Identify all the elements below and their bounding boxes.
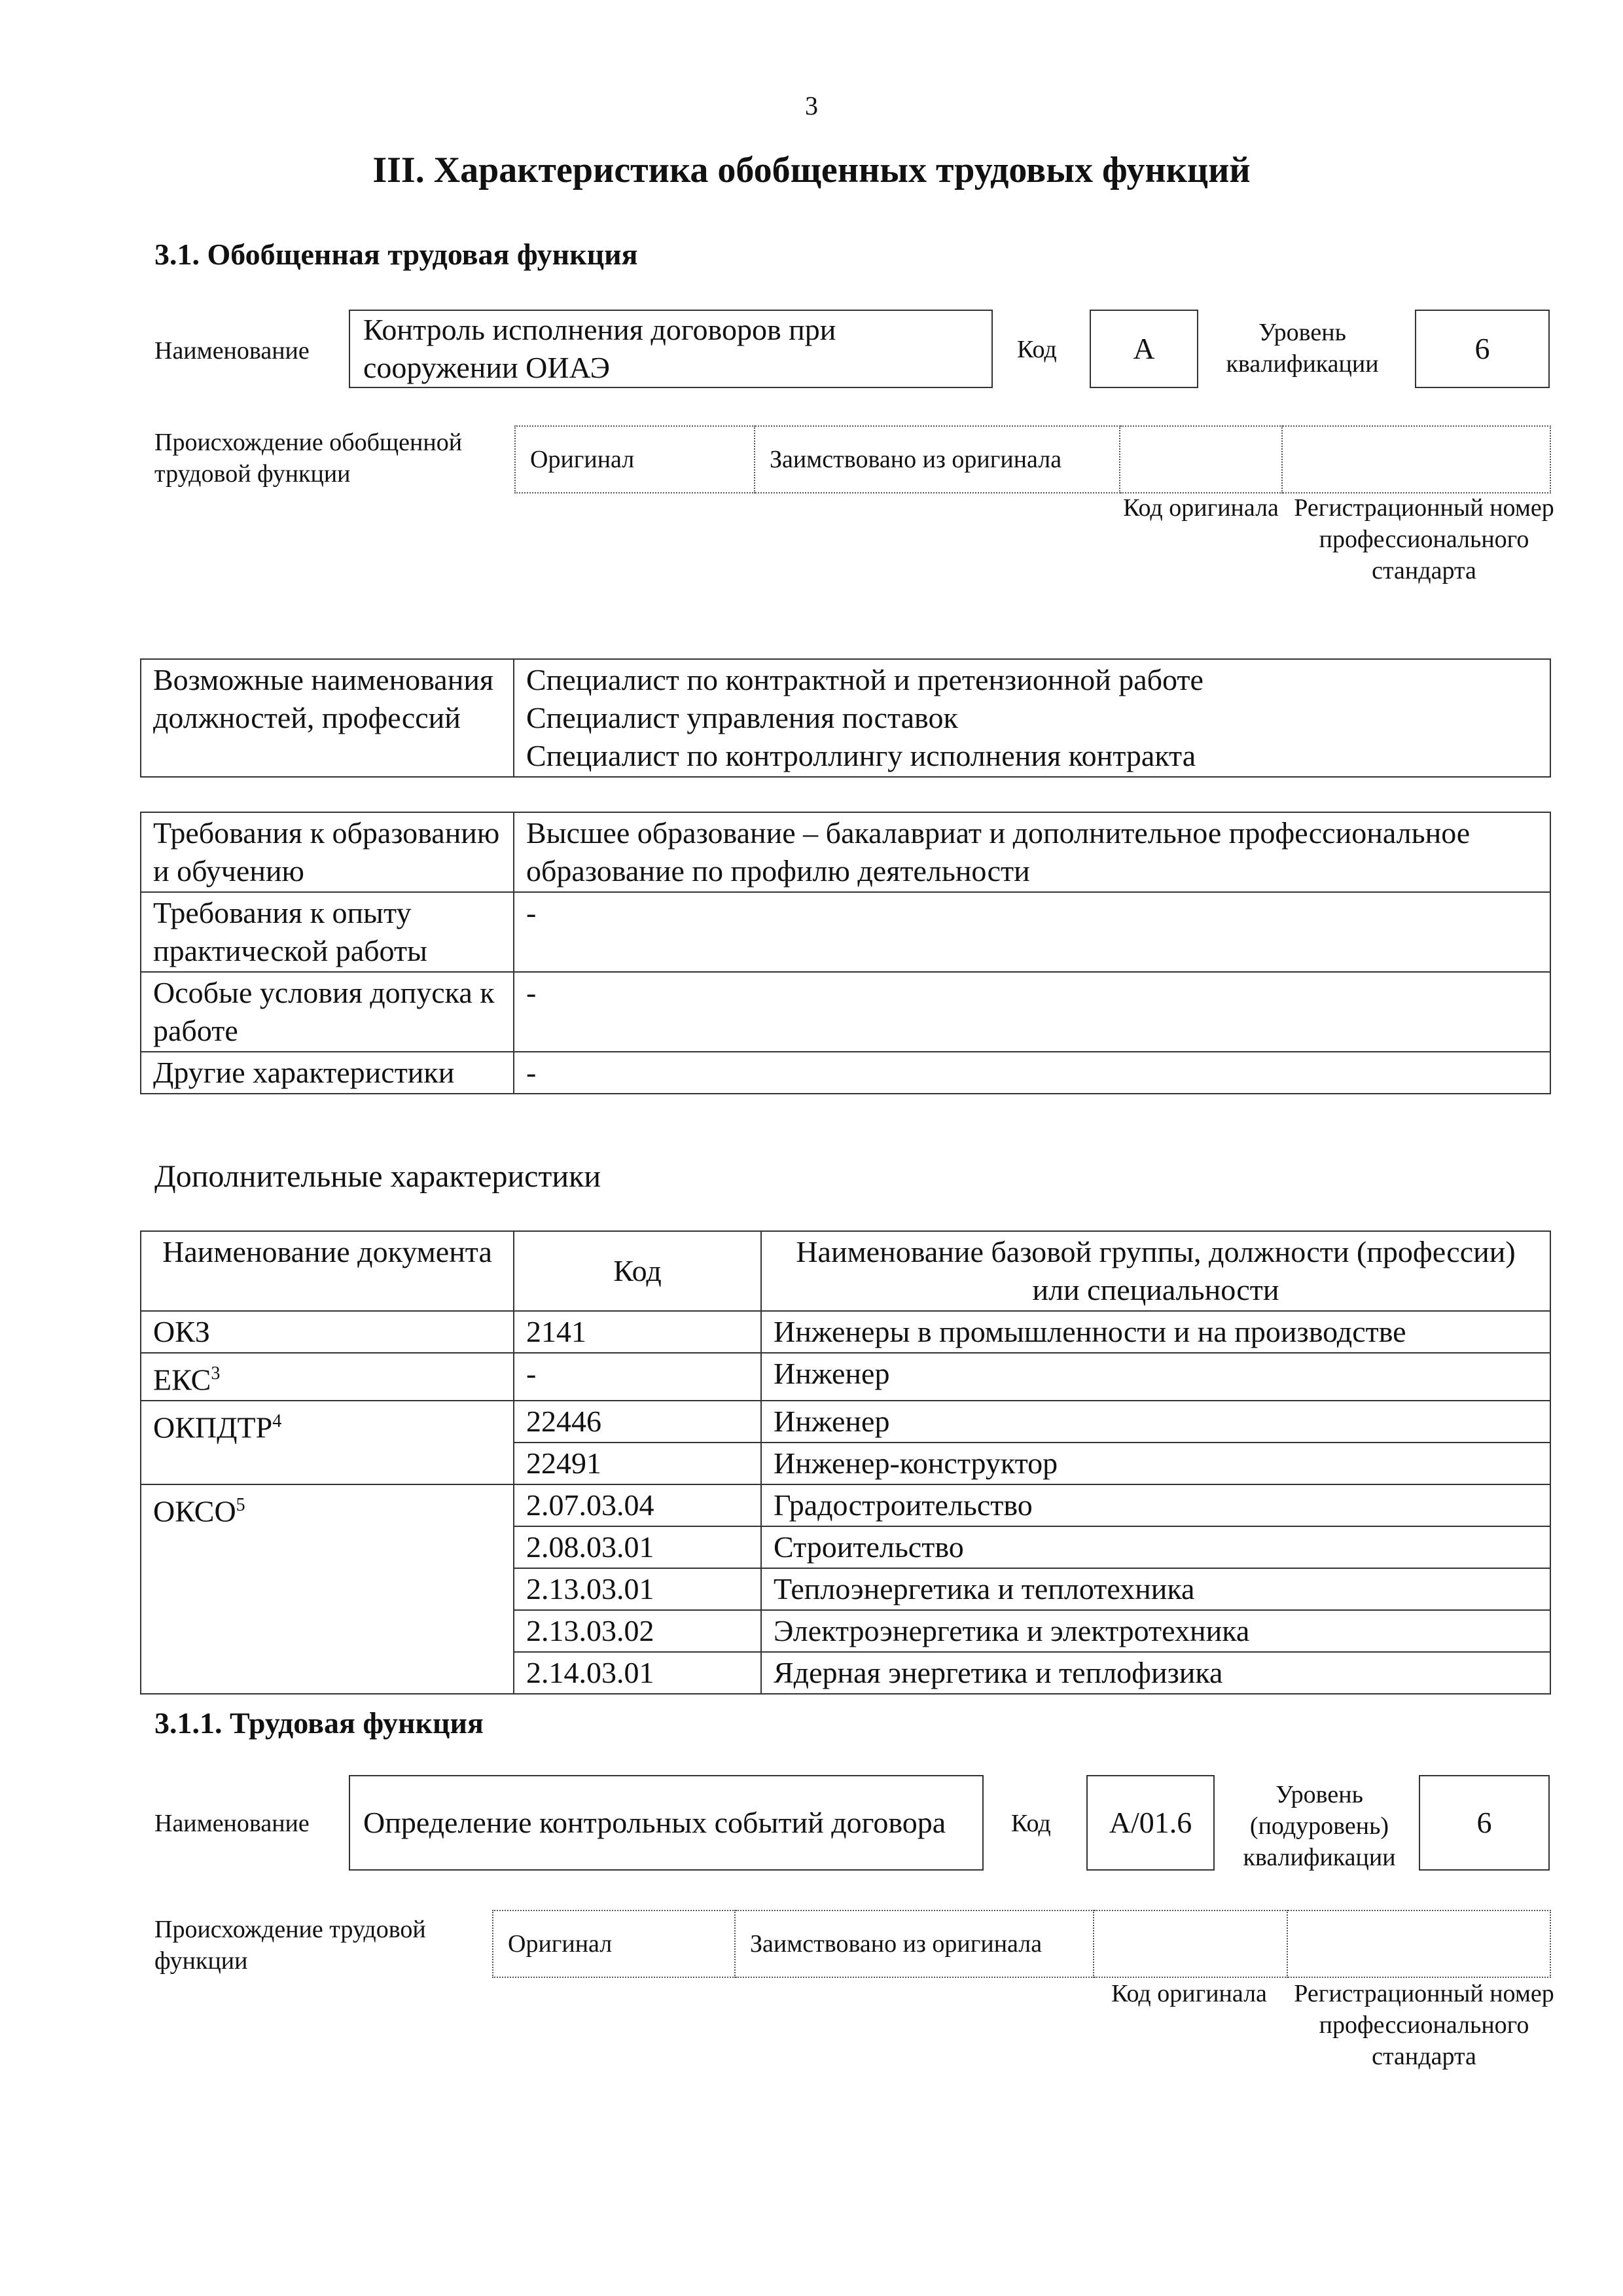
gtf-origin-label: Происхождение обобщенной трудовой функции: [154, 429, 463, 488]
name-cell: Теплоэнергетика и теплотехника: [761, 1568, 1550, 1610]
table-row: [141, 1484, 1550, 1526]
positions-label: Возможные наименования должностей, профессий: [141, 659, 514, 777]
positions-table: [140, 658, 1551, 778]
gtf-level-label: Уровень квалификации: [1226, 319, 1379, 378]
code-cell: 2.07.03.04: [514, 1484, 761, 1526]
doc-cell: ОКЗ: [141, 1311, 514, 1353]
tf-name-value: Определение контрольных событий договора: [363, 1806, 946, 1839]
code-cell: 22446: [514, 1401, 761, 1443]
position-item: Специалист управления поставок: [526, 701, 958, 734]
tf-origin-code-caption: Код оригинала: [1111, 1980, 1267, 2007]
header-code: Код: [514, 1231, 761, 1311]
code-cell: 2.13.03.01: [514, 1568, 761, 1610]
gtf-code-label: Код: [1017, 336, 1057, 363]
additional-table: [140, 1230, 1551, 1695]
table-row: [141, 1353, 1550, 1401]
additional-header-row: [141, 1231, 1550, 1311]
gtf-origin-reg-caption: Регистрационный номер профессионального стандарта: [1294, 494, 1554, 584]
gtf-origin-code-cell: [1120, 426, 1282, 493]
tf-heading: 3.1.1. Трудовая функция: [154, 1706, 484, 1740]
gtf-origin-table: [514, 425, 1551, 493]
gtf-code-box: [1090, 310, 1198, 388]
requirement-value: -: [514, 892, 1550, 972]
tf-code-value: А/01.6: [1109, 1806, 1192, 1839]
code-cell: 2.14.03.01: [514, 1652, 761, 1694]
additional-title: Дополнительные характеристики: [154, 1159, 601, 1194]
tf-name-label: Наименование: [154, 1810, 310, 1837]
gtf-level-box: [1415, 310, 1550, 388]
gtf-name-label: Наименование: [154, 337, 310, 365]
position-item: Специалист по контроллингу исполнения контракта: [526, 739, 1196, 772]
requirement-label: Другие характеристики: [141, 1052, 514, 1094]
code-cell: 2.08.03.01: [514, 1526, 761, 1568]
requirement-value: -: [514, 1052, 1550, 1094]
name-cell: Ядерная энергетика и теплофизика: [761, 1652, 1550, 1694]
requirement-row: [141, 972, 1550, 1052]
tf-origin-reg-caption: Регистрационный номер профессионального стандарта: [1294, 1980, 1554, 2070]
position-item: Специалист по контрактной и претензионной работе: [526, 663, 1204, 696]
name-cell: Инженер: [761, 1401, 1550, 1443]
tf-level-value: 6: [1476, 1806, 1492, 1839]
table-row: [141, 1401, 1550, 1443]
doc-cell: ОКСО$^5$: [141, 1484, 514, 1694]
tf-origin-label: Происхождение трудовой функции: [154, 1916, 426, 1975]
tf-code-label: Код: [1011, 1810, 1051, 1837]
tf-origin-code-cell: [1094, 1910, 1287, 1977]
gtf-name-value: Контроль исполнения договоров при сооружении ОИАЭ: [363, 313, 836, 384]
table-row: [141, 1311, 1550, 1353]
name-cell: Электроэнергетика и электротехника: [761, 1610, 1550, 1652]
tf-name-box: [349, 1775, 984, 1871]
code-cell: 2141: [514, 1311, 761, 1353]
requirement-row: [141, 892, 1550, 972]
page-number: 3: [805, 91, 818, 120]
gtf-origin-reg-cell: [1282, 426, 1550, 493]
name-cell: Градостроительство: [761, 1484, 1550, 1526]
section-title: III. Характеристика обобщенных трудовых функций: [372, 150, 1251, 190]
tf-origin-reg-cell: [1287, 1910, 1550, 1977]
name-cell: Строительство: [761, 1526, 1550, 1568]
tf-level-label: Уровень (подуровень) квалификации: [1243, 1781, 1396, 1871]
header-name: Наименование базовой группы, должности (профессии) или специальности: [761, 1231, 1550, 1311]
gtf-origin-original: Оригинал: [515, 426, 755, 493]
code-cell: 2.13.03.02: [514, 1610, 761, 1652]
requirement-row: [141, 812, 1550, 892]
gtf-heading: 3.1. Обобщенная трудовая функция: [154, 238, 638, 271]
gtf-origin-borrowed: Заимствовано из оригинала: [755, 426, 1120, 493]
name-cell: Инженер: [761, 1353, 1550, 1401]
requirement-value: -: [514, 972, 1550, 1052]
name-cell: Инженер-конструктор: [761, 1443, 1550, 1484]
code-cell: -: [514, 1353, 761, 1401]
requirements-table: [140, 812, 1551, 1094]
tf-level-box: [1419, 1775, 1550, 1871]
doc-cell: ОКПДТР$^4$: [141, 1401, 514, 1484]
positions-list: [514, 659, 1550, 777]
tf-origin-table: [492, 1910, 1551, 1978]
name-cell: Инженеры в промышленности и на производстве: [761, 1311, 1550, 1353]
requirement-label: Особые условия допуска к работе: [141, 972, 514, 1052]
gtf-origin-code-caption: Код оригинала: [1123, 494, 1279, 522]
tf-origin-borrowed: Заимствовано из оригинала: [735, 1910, 1094, 1977]
doc-cell: ЕКС$^3$: [141, 1353, 514, 1401]
requirement-row: [141, 1052, 1550, 1094]
requirement-label: Требования к опыту практической работы: [141, 892, 514, 972]
gtf-name-box: [349, 310, 993, 388]
tf-origin-original: Оригинал: [493, 1910, 735, 1977]
requirement-label: Требования к образованию и обучению: [141, 812, 514, 892]
gtf-code-value: А: [1133, 332, 1155, 365]
code-cell: 22491: [514, 1443, 761, 1484]
tf-code-box: [1086, 1775, 1215, 1871]
header-doc: Наименование документа: [141, 1231, 514, 1311]
gtf-level-value: 6: [1474, 332, 1490, 365]
requirement-value: Высшее образование – бакалавриат и дополнительное профессиональное образование по профилю деятельности: [514, 812, 1550, 892]
